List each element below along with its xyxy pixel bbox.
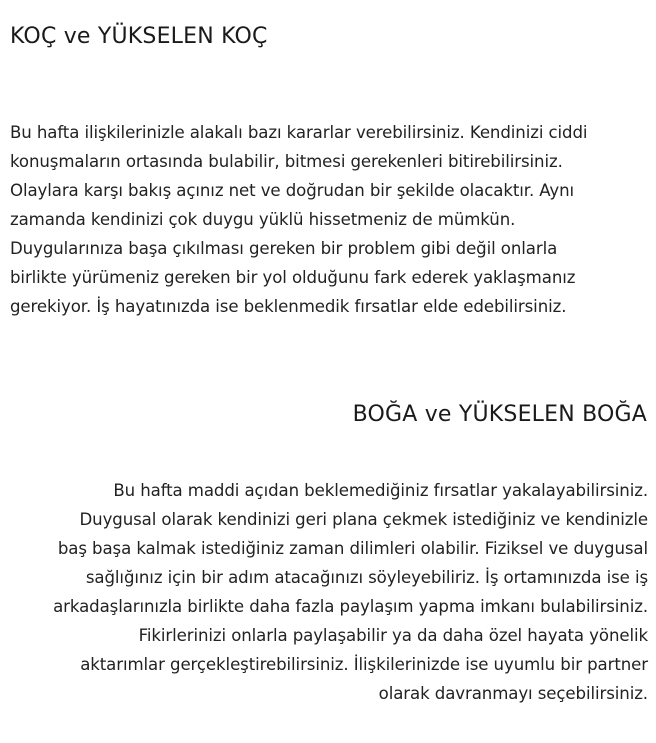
- section-body-koc: [10, 118, 587, 321]
- text-line: sağlığınız için bir adım atacağınızı söyleyebiliriz. İş ortamınızda ise iş: [85, 568, 648, 587]
- text-line: baş başa kalmak istediğiniz zaman dilimleri olabilir. Fiziksel ve duygusal: [57, 539, 648, 558]
- section-title-boga: BOĞA ve YÜKSELEN BOĞA: [352, 402, 647, 427]
- text-line: aktarımlar gerçekleştirebilirsiniz. İlişkilerinizde ise uyumlu bir partner: [80, 655, 648, 674]
- text-line: Bu hafta ilişkilerinizle alakalı bazı kararlar verebilirsiniz. Kendinizi ciddi: [10, 123, 588, 142]
- text-line: arkadaşlarınızla birlikte daha fazla paylaşım yapma imkanı bulabilirsiniz.: [53, 597, 648, 616]
- text-line: gerekiyor. İş hayatınızda ise beklenmedik fırsatlar elde edebilirsiniz.: [10, 297, 567, 316]
- section-body-boga: [53, 476, 648, 708]
- text-line: Olaylara karşı bakış açınız net ve doğrudan bir şekilde olacaktır. Aynı: [10, 181, 575, 200]
- text-line: olarak davranmayı seçebilirsiniz.: [378, 684, 648, 703]
- text-line: birlikte yürümeniz gereken bir yol olduğunu fark ederek yaklaşmanız: [10, 268, 576, 287]
- text-line: Duygularınıza başa çıkılması gereken bir problem gibi değil onlarla: [10, 239, 558, 258]
- text-line: zamanda kendinizi çok duygu yüklü hissetmeniz de mümkün.: [10, 210, 516, 229]
- text-line: konuşmaların ortasında bulabilir, bitmesi gerekenleri bitirebilirsiniz.: [10, 152, 563, 171]
- text-line: Fikirlerinizi onlarla paylaşabilir ya da daha özel hayata yönelik: [138, 626, 648, 645]
- text-line: Duygusal olarak kendinizi geri plana çekmek istediğiniz ve kendinizle: [79, 510, 648, 529]
- text-line: Bu hafta maddi açıdan beklemediğiniz fırsatlar yakalayabilirsiniz.: [113, 481, 648, 500]
- section-title-koc: KOÇ ve YÜKSELEN KOÇ: [10, 24, 268, 49]
